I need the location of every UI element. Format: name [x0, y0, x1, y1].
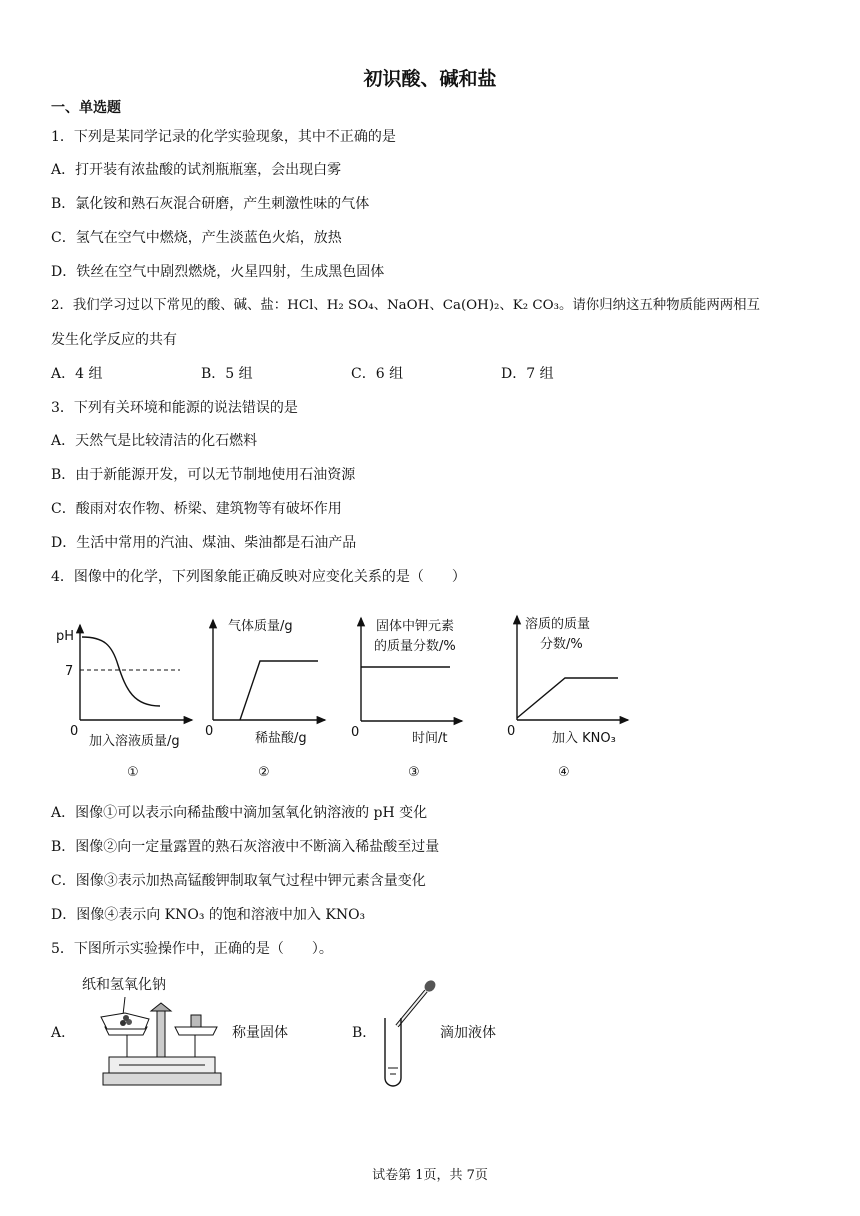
- graph-3-origin: 0: [351, 725, 360, 740]
- question-5-option-a-label: 称量固体: [232, 1025, 288, 1041]
- question-4-option-b: B．图像②向一定量露置的熟石灰溶液中不断滴入稀盐酸至过量: [51, 839, 440, 855]
- question-2-option-a: A．4 组: [51, 366, 103, 382]
- graph-1-y-tick: 7: [65, 664, 74, 679]
- graph-1-y-label: pH: [56, 629, 75, 644]
- question-5-option-a-letter: A．: [51, 1025, 76, 1041]
- graph-1: [56, 625, 192, 780]
- graph-1-origin: 0: [70, 724, 79, 739]
- question-4-option-c: C．图像③表示加热高锰酸钾制取氧气过程中钾元素含量变化: [51, 873, 426, 889]
- question-5-option-b-letter: B．: [352, 1025, 377, 1041]
- question-1-option-c: C．氢气在空气中燃烧，产生淡蓝色火焰，放热: [51, 230, 342, 246]
- graph-4-y-label-1: 溶质的质量: [525, 617, 591, 632]
- question-1-stem: 1．下列是某同学记录的化学实验现象，其中不正确的是: [51, 129, 396, 145]
- question-2-option-d: D．7 组: [501, 366, 554, 382]
- graph-4-y-label-2: 分数/%: [540, 637, 583, 652]
- question-4-graphs: [0, 600, 860, 790]
- page-footer: 试卷第 1页，共 7页: [372, 1168, 488, 1183]
- graph-2-origin: 0: [205, 724, 214, 739]
- dropper-testtube-illustration: [375, 978, 445, 1088]
- graph-3-y-label-2: 的质量分数/%: [374, 639, 456, 654]
- question-1-option-d: D．铁丝在空气中剧烈燃烧，火星四射，生成黑色固体: [51, 264, 385, 280]
- balance-illustration: [95, 995, 230, 1090]
- graph-4-number: ④: [558, 765, 570, 780]
- graph-3-y-label-1: 固体中钾元素: [376, 619, 455, 634]
- question-3-option-b: B．由于新能源开发，可以无节制地使用石油资源: [51, 467, 356, 483]
- question-2-stem-line2: 发生化学反应的共有: [51, 332, 177, 348]
- graph-2: [205, 618, 325, 780]
- graph-3-number: ③: [408, 765, 420, 780]
- graph-2-y-label: 气体质量/g: [228, 619, 293, 634]
- question-2-stem-line1: 2．我们学习过以下常见的酸、碱、盐：HCl、H₂ SO₄、NaOH、Ca(OH)₂、K₂ CO₃。请你归纳这五种物质能两两相互: [51, 298, 760, 313]
- question-1-option-a: A．打开装有浓盐酸的试剂瓶瓶塞，会出现白雾: [51, 162, 342, 178]
- question-5-balance-caption: 纸和氢氧化钠: [82, 977, 166, 993]
- graph-1-x-label: 加入溶液质量/g: [89, 734, 180, 749]
- question-5-option-b-label: 滴加液体: [440, 1025, 496, 1041]
- graph-4-origin: 0: [507, 724, 516, 739]
- graph-3: [351, 618, 462, 780]
- graph-4: [507, 616, 628, 780]
- page-title: 初识酸、碱和盐: [363, 68, 497, 90]
- graph-4-x-label: 加入 KNO₃: [552, 731, 616, 746]
- question-4-option-d: D．图像④表示向 KNO₃ 的饱和溶液中加入 KNO₃: [51, 907, 366, 923]
- graph-2-x-label: 稀盐酸/g: [255, 731, 307, 746]
- question-3-option-c: C．酸雨对农作物、桥梁、建筑物等有破坏作用: [51, 501, 342, 517]
- question-2-option-b: B．5 组: [201, 366, 253, 382]
- graph-3-x-label: 时间/t: [412, 731, 448, 746]
- graph-1-number: ①: [127, 765, 139, 780]
- question-3-option-d: D．生活中常用的汽油、煤油、柴油都是石油产品: [51, 535, 357, 551]
- question-3-option-a: A．天然气是比较清洁的化石燃料: [51, 433, 258, 449]
- section-heading: 一、单选题: [51, 100, 121, 116]
- graph-4-curve: [517, 678, 618, 718]
- question-1-option-b: B．氯化铵和熟石灰混合研磨，产生刺激性味的气体: [51, 196, 370, 212]
- graph-1-curve: [82, 637, 160, 706]
- question-4-stem: 4．图像中的化学，下列图象能正确反映对应变化关系的是（ ）: [51, 569, 466, 585]
- graph-2-curve: [240, 661, 318, 720]
- graph-2-number: ②: [258, 765, 270, 780]
- question-5-stem: 5．下图所示实验操作中，正确的是（ ）。: [51, 941, 333, 957]
- question-4-option-a: A．图像①可以表示向稀盐酸中滴加氢氧化钠溶液的 pH 变化: [51, 805, 428, 821]
- question-2-option-c: C．6 组: [351, 366, 404, 382]
- question-3-stem: 3．下列有关环境和能源的说法错误的是: [51, 400, 298, 416]
